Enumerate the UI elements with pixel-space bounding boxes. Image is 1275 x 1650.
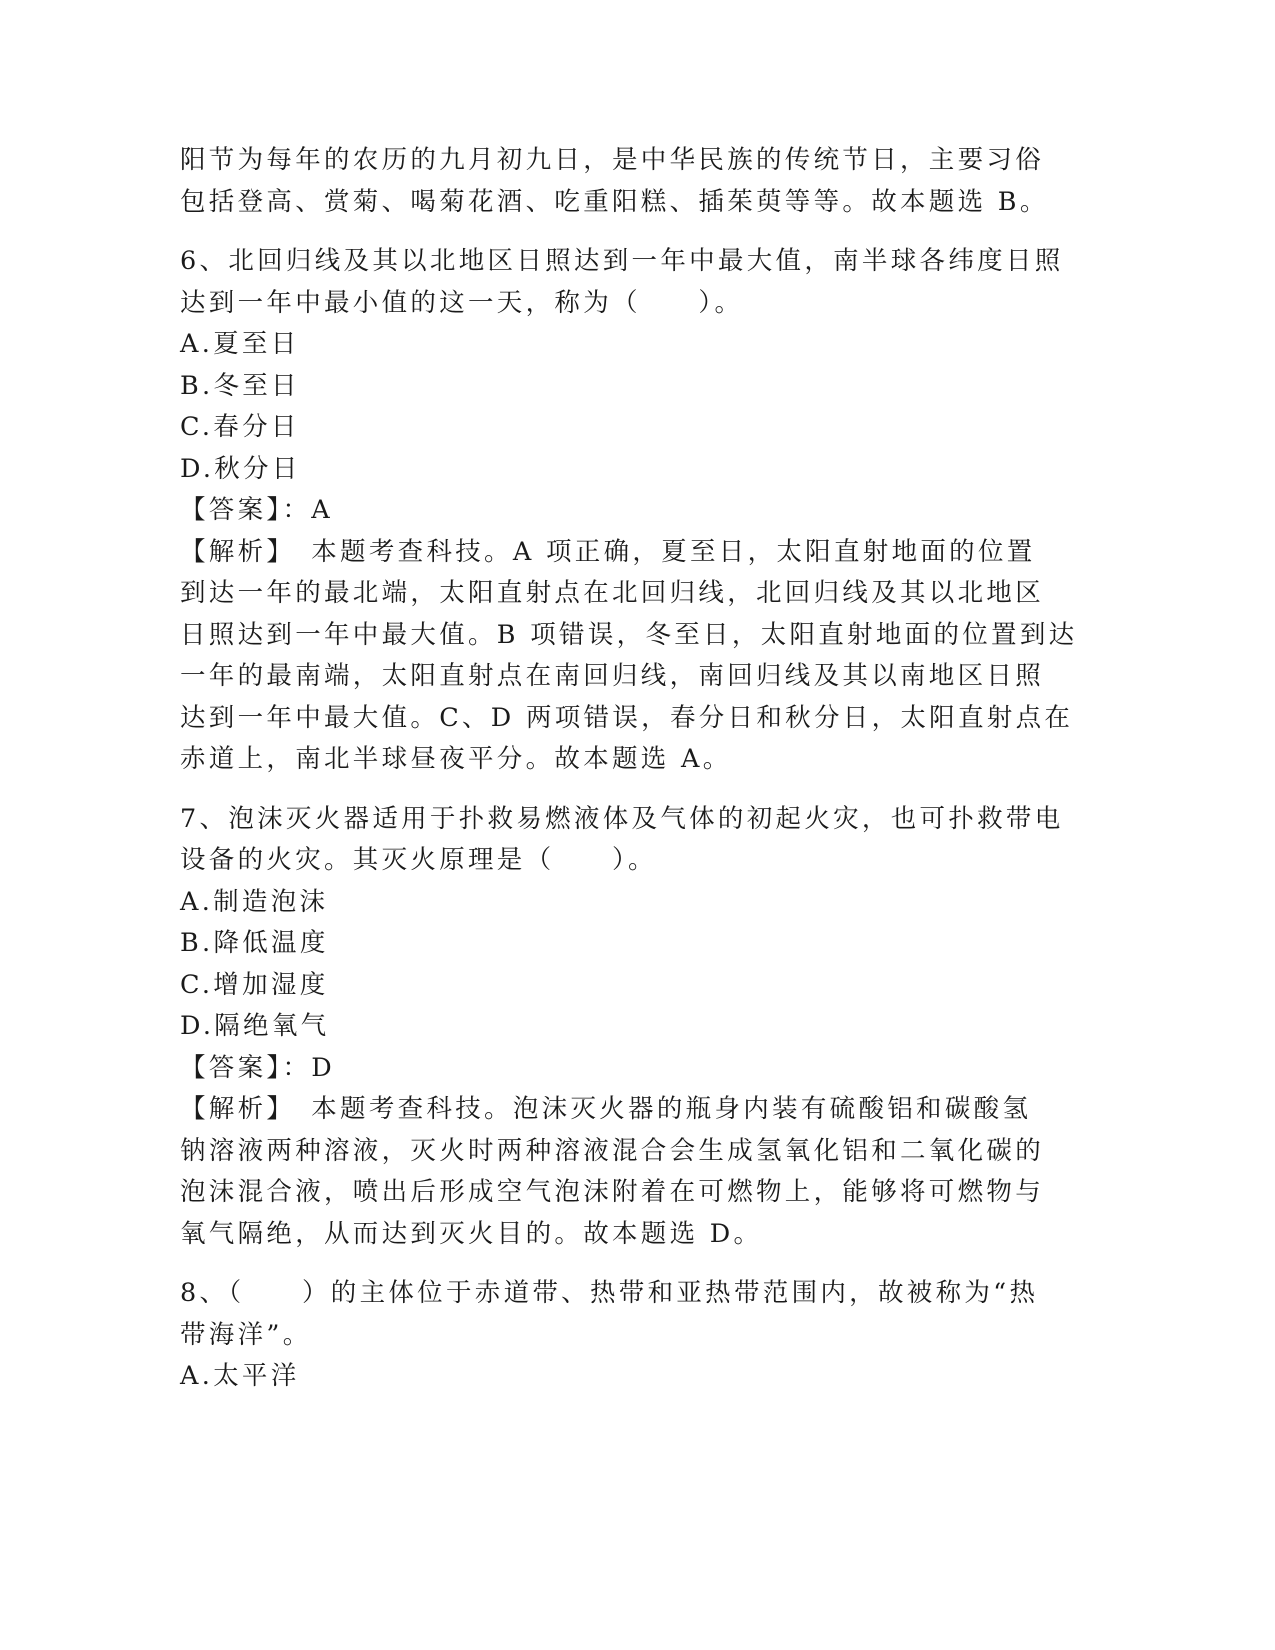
- question-7: [180, 799, 1064, 1256]
- answer-line: 【答案】：A: [180, 495, 333, 525]
- option-a: A.太平洋: [180, 1361, 300, 1391]
- option-a: A.夏至日: [180, 329, 300, 359]
- analysis-line: 赤道上，南北半球昼夜平分。故本题选 A。: [180, 744, 732, 774]
- question-stem: 8、（ ）的主体位于赤道带、热带和亚热带范围内，故被称为“热: [180, 1278, 1039, 1308]
- question-stem: 设备的火灾。其灭火原理是（ ）。: [180, 845, 657, 875]
- analysis-line: 【解析】 本题考查科技。泡沫灭火器的瓶身内装有硫酸铝和碳酸氢: [180, 1094, 1032, 1124]
- question-stem: 6、北回归线及其以北地区日照达到一年中最大值，南半球各纬度日照: [180, 246, 1064, 276]
- analysis-line: 一年的最南端，太阳直射点在南回归线，南回归线及其以南地区日照: [180, 661, 1045, 691]
- previous-analysis-tail: [180, 140, 1049, 223]
- analysis-line: 泡沫混合液，喷出后形成空气泡沫附着在可燃物上，能够将可燃物与: [180, 1177, 1045, 1207]
- option-c: C.春分日: [180, 412, 300, 442]
- analysis-line: 【解析】 本题考查科技。A 项正确，夏至日，太阳直射地面的位置: [180, 536, 1036, 567]
- option-b: B.降低温度: [180, 928, 329, 958]
- analysis-line: 钠溶液两种溶液，灭火时两种溶液混合会生成氢氧化铝和二氧化碳的: [180, 1135, 1045, 1166]
- analysis-line: 日照达到一年中最大值。B 项错误，冬至日，太阳直射地面的位置到达: [180, 619, 1078, 650]
- question-stem: 7、泡沫灭火器适用于扑救易燃液体及气体的初起火灾，也可扑救带电: [180, 803, 1064, 834]
- analysis-line: 氧气隔绝，从而达到灭火目的。故本题选 D。: [180, 1218, 763, 1249]
- option-c: C.增加湿度: [180, 969, 329, 1000]
- question-6: [180, 241, 1078, 781]
- option-d: D.秋分日: [180, 453, 301, 484]
- text-line: 阳节为每年的农历的九月初九日，是中华民族的传统节日，主要习俗: [180, 145, 1045, 175]
- analysis-line: 到达一年的最北端，太阳直射点在北回归线，北回归线及其以北地区: [180, 578, 1045, 608]
- analysis-line: 达到一年中最大值。C、D 两项错误，春分日和秋分日，太阳直射点在: [180, 702, 1074, 733]
- question-8: [180, 1273, 1040, 1398]
- option-b: B.冬至日: [180, 370, 300, 401]
- question-stem: 达到一年中最小值的这一天，称为（ ）。: [180, 287, 744, 318]
- answer-line: 【答案】：D: [180, 1052, 335, 1083]
- document-page: [180, 140, 1078, 1398]
- text-line: 包括登高、赏菊、喝菊花酒、吃重阳糕、插茱萸等等。故本题选 B。: [180, 186, 1049, 217]
- question-stem: 带海洋”。: [180, 1319, 312, 1350]
- option-d: D.隔绝氧气: [180, 1011, 330, 1041]
- option-a: A.制造泡沫: [180, 886, 329, 917]
